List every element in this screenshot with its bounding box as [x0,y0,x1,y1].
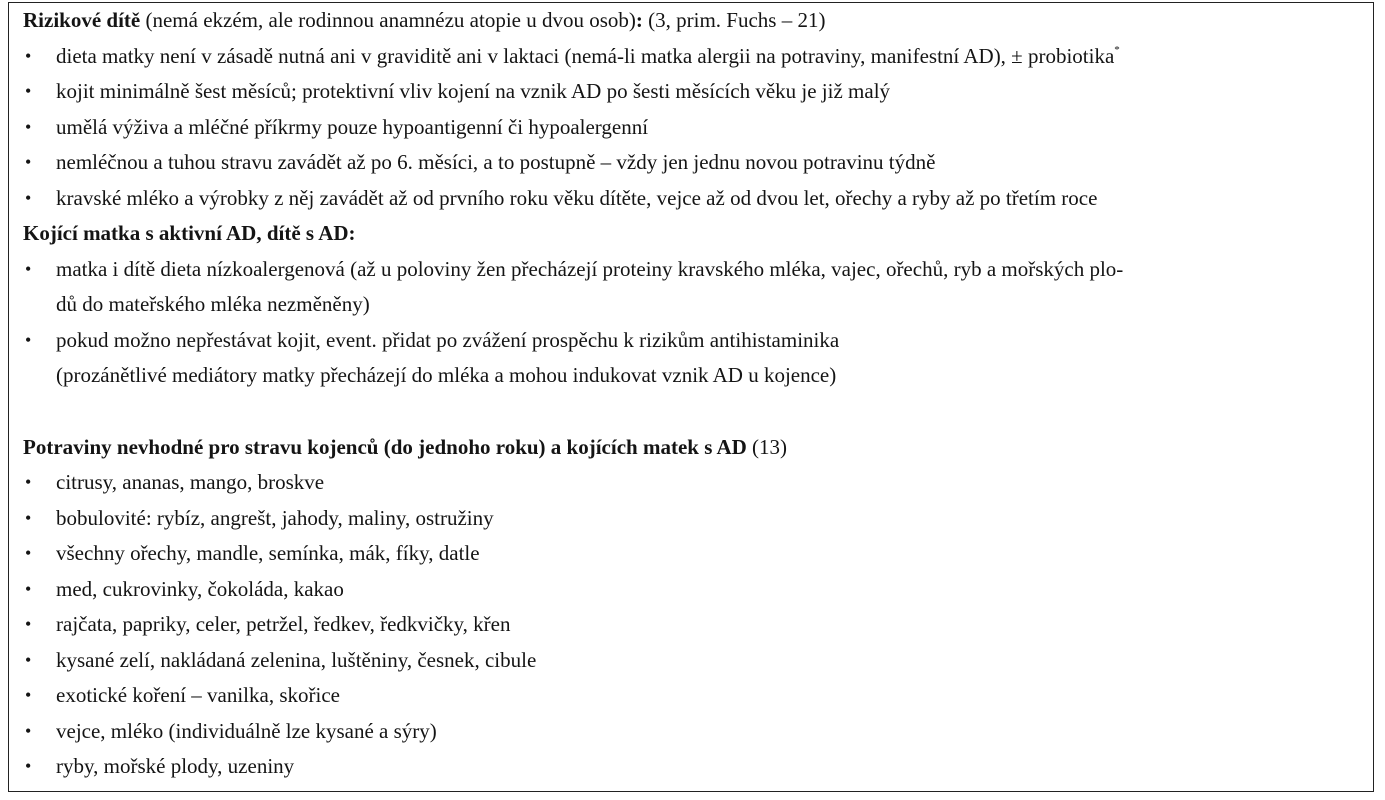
list-item [9,145,1373,181]
bullet-icon: • [25,614,32,634]
list-item [9,181,1373,217]
list-item-text: umělá výživa a mléčné příkrmy pouze hypoantigenní či hypoalergenní [56,114,649,139]
list-item-text: bobulovité: rybíz, angrešt, jahody, maliny, ostružiny [56,505,494,530]
list-item-text: med, cukrovinky, čokoláda, kakao [56,576,344,601]
list-item [9,39,1373,75]
section-heading [9,3,1373,39]
heading-colon: : [635,8,643,32]
bullet-icon: • [25,258,32,279]
section-breastfeeding-mother [9,216,1373,394]
bullet-icon: • [25,116,32,137]
bullet-icon: • [25,649,32,670]
bullet-icon: • [25,45,32,66]
bullet-icon: • [25,578,32,599]
list-item-text: kysané zelí, nakládaná zelenina, luštěniny, česnek, cibule [56,647,537,672]
list-item [9,465,1373,501]
heading-reference: (13) [746,434,788,459]
list-item [9,607,1373,643]
section-spacer [9,394,1373,430]
list-item-text: všechny ořechy, mandle, semínka, mák, fíky, datle [56,541,480,565]
bullet-icon: • [25,543,32,563]
heading-bold: Potraviny nevhodné pro stravu kojenců (do jednoho roku) a kojících matek s AD [23,434,747,459]
bullet-icon: • [25,472,32,492]
bullet-icon: • [25,81,32,101]
bullet-icon: • [25,685,32,705]
list-item [9,252,1373,323]
bullet-icon: • [25,152,32,172]
list-item [9,536,1373,572]
recommendations-table [8,2,1374,792]
list-item-text: exotické koření – vanilka, skořice [56,683,340,707]
list-item-text: ryby, mořské plody, uzeniny [56,754,295,778]
list-item-text: citrusy, ananas, mango, broskve [56,470,325,494]
heading-bold: Rizikové dítě [23,8,141,32]
breastfeeding-list [9,252,1373,394]
list-item [9,678,1373,714]
list-item-line-2: dů do mateřského mléka nezměněny) [56,292,370,316]
list-item-text: kravské mléko a výrobky z něj zavádět až od prvního roku věku dítěte, vejce až od dvou let, ořechy a ryby až po třetím roce [56,185,1098,210]
bullet-icon: • [25,756,32,776]
bullet-icon: • [25,507,32,528]
list-item-text: rajčata, papriky, celer, petržel, ředkev, ředkvičky, křen [56,612,511,636]
section-heading [9,430,1373,466]
list-item [9,714,1373,750]
bullet-icon: • [25,187,32,208]
section-unsuitable-foods [9,430,1373,785]
list-item [9,749,1373,785]
list-item-text: nemléčnou a tuhou stravu zavádět až po 6. měsíci, a to postupně – vždy jen jednu novou potravinu týdně [56,150,936,174]
bullet-icon: • [25,329,32,350]
unsuitable-foods-list [9,465,1373,785]
list-item-text: kojit minimálně šest měsíců; protektivní vliv kojení na vznik AD po šesti měsících věku je již malý [56,79,891,103]
section-heading [9,216,1373,252]
list-item [9,110,1373,146]
list-item [9,74,1373,110]
risk-child-list [9,39,1373,217]
list-item [9,501,1373,537]
heading-note: (nemá ekzém, ale rodinnou anamnézu atopie u dvou osob) [140,8,636,32]
footnote-marker: * [1114,43,1120,56]
bullet-icon: • [25,720,32,741]
section-risk-child [9,3,1373,216]
list-item [9,323,1373,394]
list-item-line-1: pokud možno nepřestávat kojit, event. přidat po zvážení prospěchu k rizikům antihistaminika [56,327,840,352]
list-item-text: dieta matky není v zásadě nutná ani v graviditě ani v laktaci (nemá-li matka alergii na potraviny, manifestní AD), ± probiotika [56,43,1115,68]
heading-reference: (3, prim. Fuchs – 21) [642,8,826,32]
list-item [9,643,1373,679]
list-item-line-2: (prozánětlivé mediátory matky přecházejí do mléka a mohou indukovat vznik AD u kojence) [56,363,837,387]
list-item-text: vejce, mléko (individuálně lze kysané a sýry) [56,718,437,743]
list-item [9,572,1373,608]
heading-bold: Kojící matka s aktivní AD, dítě s AD: [23,221,356,245]
list-item-line-1: matka i dítě dieta nízkoalergenová (až u poloviny žen přecházejí proteiny kravského mléka, vajec, ořechů, ryb a mořských plo- [56,256,1124,281]
